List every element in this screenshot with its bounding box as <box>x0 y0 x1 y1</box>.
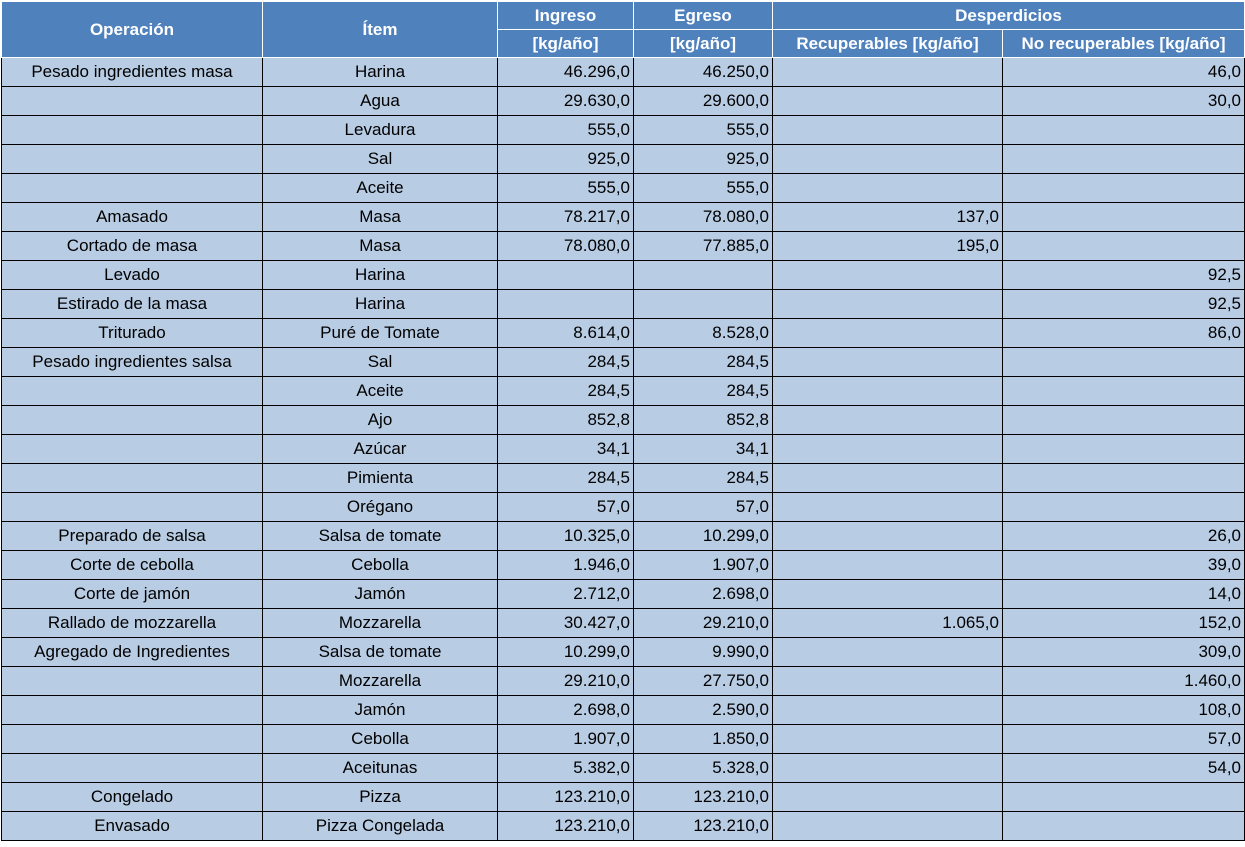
cell-operacion <box>2 464 263 493</box>
cell-no-recuperables: 39,0 <box>1003 551 1245 580</box>
cell-item: Agua <box>263 87 498 116</box>
cell-item: Aceite <box>263 174 498 203</box>
cell-no-recuperables: 46,0 <box>1003 58 1245 87</box>
cell-operacion: Estirado de la masa <box>2 290 263 319</box>
cell-no-recuperables <box>1003 232 1245 261</box>
cell-egreso: 5.328,0 <box>634 754 773 783</box>
cell-ingreso <box>498 290 634 319</box>
cell-ingreso: 123.210,0 <box>498 783 634 812</box>
table-header <box>2 2 1245 58</box>
cell-item: Salsa de tomate <box>263 638 498 667</box>
cell-egreso: 123.210,0 <box>634 812 773 841</box>
cell-egreso: 8.528,0 <box>634 319 773 348</box>
cell-egreso: 852,8 <box>634 406 773 435</box>
cell-recuperables <box>773 638 1003 667</box>
cell-egreso: 46.250,0 <box>634 58 773 87</box>
cell-ingreso: 46.296,0 <box>498 58 634 87</box>
cell-ingreso: 78.217,0 <box>498 203 634 232</box>
cell-no-recuperables: 152,0 <box>1003 609 1245 638</box>
cell-recuperables <box>773 667 1003 696</box>
cell-no-recuperables <box>1003 348 1245 377</box>
table-row <box>2 87 1245 116</box>
cell-no-recuperables: 26,0 <box>1003 522 1245 551</box>
mass-balance-table <box>1 1 1245 841</box>
table-row <box>2 783 1245 812</box>
cell-ingreso: 284,5 <box>498 348 634 377</box>
cell-ingreso: 30.427,0 <box>498 609 634 638</box>
cell-recuperables: 137,0 <box>773 203 1003 232</box>
table-row <box>2 319 1245 348</box>
table-row <box>2 551 1245 580</box>
cell-egreso: 10.299,0 <box>634 522 773 551</box>
cell-no-recuperables: 92,5 <box>1003 290 1245 319</box>
cell-ingreso: 2.712,0 <box>498 580 634 609</box>
header-item: Ítem <box>263 2 498 58</box>
cell-item: Sal <box>263 348 498 377</box>
cell-operacion: Corte de jamón <box>2 580 263 609</box>
cell-item: Masa <box>263 203 498 232</box>
cell-egreso: 1.907,0 <box>634 551 773 580</box>
cell-egreso: 78.080,0 <box>634 203 773 232</box>
cell-recuperables <box>773 261 1003 290</box>
cell-item: Azúcar <box>263 435 498 464</box>
cell-operacion: Corte de cebolla <box>2 551 263 580</box>
cell-no-recuperables <box>1003 203 1245 232</box>
table-row <box>2 493 1245 522</box>
cell-egreso: 2.590,0 <box>634 696 773 725</box>
cell-ingreso: 1.946,0 <box>498 551 634 580</box>
cell-ingreso: 29.210,0 <box>498 667 634 696</box>
cell-egreso: 284,5 <box>634 348 773 377</box>
cell-egreso <box>634 290 773 319</box>
cell-no-recuperables: 30,0 <box>1003 87 1245 116</box>
header-operacion: Operación <box>2 2 263 58</box>
cell-operacion <box>2 493 263 522</box>
table-row <box>2 522 1245 551</box>
table-row <box>2 58 1245 87</box>
cell-ingreso: 29.630,0 <box>498 87 634 116</box>
table-row <box>2 725 1245 754</box>
cell-recuperables <box>773 435 1003 464</box>
cell-ingreso: 10.325,0 <box>498 522 634 551</box>
cell-operacion: Rallado de mozzarella <box>2 609 263 638</box>
cell-no-recuperables: 54,0 <box>1003 754 1245 783</box>
table-row <box>2 203 1245 232</box>
cell-item: Aceitunas <box>263 754 498 783</box>
cell-item: Jamón <box>263 696 498 725</box>
header-no-recuperables: No recuperables [kg/año] <box>1003 30 1245 58</box>
cell-operacion <box>2 377 263 406</box>
cell-no-recuperables <box>1003 812 1245 841</box>
cell-item: Mozzarella <box>263 667 498 696</box>
cell-item: Jamón <box>263 580 498 609</box>
cell-item: Pizza <box>263 783 498 812</box>
cell-recuperables <box>773 725 1003 754</box>
cell-no-recuperables <box>1003 174 1245 203</box>
header-recuperables: Recuperables [kg/año] <box>773 30 1003 58</box>
cell-recuperables <box>773 493 1003 522</box>
cell-recuperables <box>773 754 1003 783</box>
cell-operacion <box>2 667 263 696</box>
table-row <box>2 609 1245 638</box>
cell-ingreso: 284,5 <box>498 377 634 406</box>
cell-egreso: 9.990,0 <box>634 638 773 667</box>
table-row <box>2 464 1245 493</box>
table-row <box>2 667 1245 696</box>
cell-operacion <box>2 145 263 174</box>
cell-recuperables: 1.065,0 <box>773 609 1003 638</box>
cell-item: Harina <box>263 58 498 87</box>
cell-item: Mozzarella <box>263 609 498 638</box>
cell-operacion: Pesado ingredientes salsa <box>2 348 263 377</box>
cell-item: Puré de Tomate <box>263 319 498 348</box>
cell-item: Salsa de tomate <box>263 522 498 551</box>
table-row <box>2 116 1245 145</box>
cell-recuperables <box>773 319 1003 348</box>
table-row <box>2 406 1245 435</box>
cell-ingreso: 1.907,0 <box>498 725 634 754</box>
cell-ingreso: 78.080,0 <box>498 232 634 261</box>
cell-no-recuperables <box>1003 377 1245 406</box>
cell-ingreso: 555,0 <box>498 174 634 203</box>
table-row <box>2 754 1245 783</box>
cell-recuperables <box>773 812 1003 841</box>
cell-operacion: Envasado <box>2 812 263 841</box>
cell-recuperables <box>773 464 1003 493</box>
header-desperdicios: Desperdicios <box>773 2 1245 30</box>
cell-recuperables <box>773 58 1003 87</box>
cell-no-recuperables: 14,0 <box>1003 580 1245 609</box>
table-row <box>2 580 1245 609</box>
cell-item: Cebolla <box>263 551 498 580</box>
cell-ingreso: 34,1 <box>498 435 634 464</box>
cell-ingreso: 925,0 <box>498 145 634 174</box>
table-row <box>2 174 1245 203</box>
cell-recuperables <box>773 406 1003 435</box>
cell-operacion: Triturado <box>2 319 263 348</box>
cell-recuperables <box>773 290 1003 319</box>
cell-no-recuperables: 309,0 <box>1003 638 1245 667</box>
table-row <box>2 290 1245 319</box>
cell-recuperables <box>773 696 1003 725</box>
cell-item: Levadura <box>263 116 498 145</box>
header-egreso-unit: [kg/año] <box>634 30 773 58</box>
cell-egreso: 29.600,0 <box>634 87 773 116</box>
cell-operacion <box>2 87 263 116</box>
table-row <box>2 261 1245 290</box>
cell-no-recuperables <box>1003 493 1245 522</box>
cell-egreso: 29.210,0 <box>634 609 773 638</box>
cell-egreso: 77.885,0 <box>634 232 773 261</box>
cell-operacion <box>2 435 263 464</box>
cell-operacion: Pesado ingredientes masa <box>2 58 263 87</box>
cell-item: Ajo <box>263 406 498 435</box>
cell-item: Pizza Congelada <box>263 812 498 841</box>
cell-egreso: 284,5 <box>634 377 773 406</box>
cell-egreso: 284,5 <box>634 464 773 493</box>
cell-no-recuperables: 1.460,0 <box>1003 667 1245 696</box>
table-body <box>2 58 1245 841</box>
cell-ingreso: 2.698,0 <box>498 696 634 725</box>
cell-egreso: 34,1 <box>634 435 773 464</box>
table-row <box>2 638 1245 667</box>
cell-recuperables <box>773 377 1003 406</box>
cell-operacion: Amasado <box>2 203 263 232</box>
table-row <box>2 377 1245 406</box>
cell-item: Cebolla <box>263 725 498 754</box>
cell-ingreso: 284,5 <box>498 464 634 493</box>
cell-recuperables <box>773 522 1003 551</box>
cell-item: Orégano <box>263 493 498 522</box>
cell-ingreso: 555,0 <box>498 116 634 145</box>
cell-operacion: Levado <box>2 261 263 290</box>
cell-egreso: 27.750,0 <box>634 667 773 696</box>
cell-egreso: 57,0 <box>634 493 773 522</box>
cell-recuperables <box>773 348 1003 377</box>
cell-egreso: 925,0 <box>634 145 773 174</box>
header-ingreso: Ingreso <box>498 2 634 30</box>
cell-no-recuperables <box>1003 783 1245 812</box>
cell-no-recuperables <box>1003 145 1245 174</box>
cell-operacion: Preparado de salsa <box>2 522 263 551</box>
table-row <box>2 812 1245 841</box>
cell-operacion <box>2 754 263 783</box>
table-row <box>2 435 1245 464</box>
cell-ingreso: 123.210,0 <box>498 812 634 841</box>
header-ingreso-unit: [kg/año] <box>498 30 634 58</box>
table-row <box>2 145 1245 174</box>
cell-recuperables <box>773 783 1003 812</box>
cell-recuperables: 195,0 <box>773 232 1003 261</box>
cell-no-recuperables <box>1003 435 1245 464</box>
header-egreso: Egreso <box>634 2 773 30</box>
table-row <box>2 696 1245 725</box>
cell-operacion: Cortado de masa <box>2 232 263 261</box>
cell-ingreso <box>498 261 634 290</box>
cell-egreso: 555,0 <box>634 174 773 203</box>
cell-no-recuperables: 108,0 <box>1003 696 1245 725</box>
cell-operacion <box>2 696 263 725</box>
cell-operacion: Congelado <box>2 783 263 812</box>
cell-operacion <box>2 406 263 435</box>
cell-ingreso: 57,0 <box>498 493 634 522</box>
cell-recuperables <box>773 174 1003 203</box>
cell-no-recuperables <box>1003 116 1245 145</box>
cell-no-recuperables: 86,0 <box>1003 319 1245 348</box>
table-row <box>2 348 1245 377</box>
cell-ingreso: 5.382,0 <box>498 754 634 783</box>
cell-recuperables <box>773 551 1003 580</box>
cell-ingreso: 852,8 <box>498 406 634 435</box>
cell-no-recuperables <box>1003 464 1245 493</box>
cell-no-recuperables: 92,5 <box>1003 261 1245 290</box>
cell-recuperables <box>773 87 1003 116</box>
cell-item: Pimienta <box>263 464 498 493</box>
cell-operacion <box>2 725 263 754</box>
cell-egreso: 2.698,0 <box>634 580 773 609</box>
cell-ingreso: 8.614,0 <box>498 319 634 348</box>
cell-operacion <box>2 116 263 145</box>
cell-ingreso: 10.299,0 <box>498 638 634 667</box>
cell-recuperables <box>773 145 1003 174</box>
cell-item: Aceite <box>263 377 498 406</box>
cell-operacion: Agregado de Ingredientes <box>2 638 263 667</box>
cell-item: Harina <box>263 290 498 319</box>
cell-no-recuperables: 57,0 <box>1003 725 1245 754</box>
cell-egreso: 123.210,0 <box>634 783 773 812</box>
cell-item: Masa <box>263 232 498 261</box>
cell-no-recuperables <box>1003 406 1245 435</box>
cell-recuperables <box>773 116 1003 145</box>
table-row <box>2 232 1245 261</box>
cell-operacion <box>2 174 263 203</box>
cell-egreso: 555,0 <box>634 116 773 145</box>
cell-recuperables <box>773 580 1003 609</box>
cell-item: Harina <box>263 261 498 290</box>
cell-egreso <box>634 261 773 290</box>
cell-item: Sal <box>263 145 498 174</box>
cell-egreso: 1.850,0 <box>634 725 773 754</box>
